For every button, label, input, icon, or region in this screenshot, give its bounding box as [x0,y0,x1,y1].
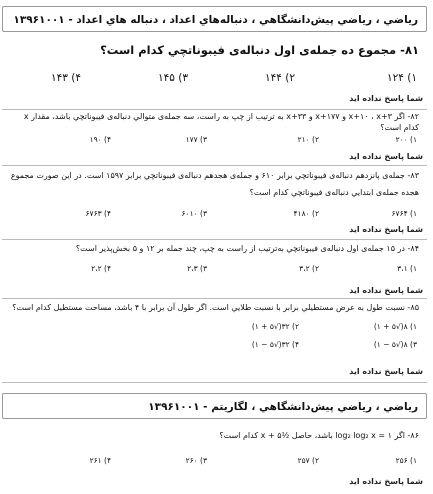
option-4: ۴) ۲۶۱ [89,456,111,465]
option-1: ۱) ۱۲۴ [387,72,417,84]
option-4: ۴) ۱۴۳ [51,72,81,84]
question-84: ۸۴- در ۱۵ جمله‌ی اول دنباله‌ی فيبوناتچي به‌ترتيب از راست به چپ، چند جمله بر ۱۲ و ۵ بخش‌پذير است؟ [75,244,419,253]
not-answered-label: شما پاسخ نداده ايد [349,94,423,103]
option-4: ۴) ۳۲(√۵ − ۱) [251,340,299,349]
option-3: ۳) ۱۴۵ [158,72,188,84]
option-3: ۳) ۱۷۷ [185,135,207,144]
question-83: ۸۳- جمله‌ی پانزدهم دنباله‌ی فيبوناتچي برابر ۶۱۰ و جمله‌ی هجدهم دنباله‌ی فيبوناتچي برابر ۱۵۹۷ است. در اين صورت مجموع [10,171,419,180]
question-86: ۸۶- اگر log₂ log₂ x = ۱ باشد، حاصل ½x + ۵ کدام است؟ [219,431,419,440]
not-answered-label: شما پاسخ نداده ايد [349,477,423,486]
option-1: ۱) ۲۰۰ [395,135,417,144]
option-4: ۴) ۲،۲ [91,264,111,273]
option-1: ۱) ۳،۱ [397,264,417,273]
not-answered-label: شما پاسخ نداده ايد [349,152,423,161]
option-3: ۳) ۲،۳ [187,264,207,273]
option-2: ۲) ۲۵۷ [297,456,319,465]
option-3: ۳) ۲۶۰ [185,456,207,465]
option-3: ۳) ۶۰۱۰ [181,209,207,218]
option-1: ۱) ۲۵۶ [395,456,417,465]
option-4: ۴) ۱۹۰ [89,135,111,144]
question-83-continuation: هجده جمله‌ی ابتدايي دنباله‌ی فيبوناتچي کدام است؟ [249,188,419,197]
option-2: ۲) ۳۲(√۵ + ۱) [251,322,299,331]
not-answered-label: شما پاسخ نداده ايد [349,225,423,234]
option-1: ۱) ۶۷۶۴ [391,209,417,218]
not-answered-label: شما پاسخ نداده ايد [349,367,423,376]
option-2: ۲) ۱۴۴ [265,72,295,84]
question-82: ۸۲- اگر x+۱۰ ، x+۳ و x+۱۷۷ و x+۳۳ به ترتيب از چپ به راست، سه جمله‌ی متوالي دنباله‌ی فيبوناتچي باشد، مقدار x کدام است؟ [23,112,419,132]
question-81: ۸۱- مجموع ده جمله‌ی اول دنباله‌ی فيبوناتچي کدام است؟ [100,43,419,57]
section-header: رياضي ، رياضي پيش‌دانشگاهي ، لگاريتم - ۱۳۹۶۱۰۰۱ [2,393,427,419]
option-2: ۲) ۳،۲ [299,264,319,273]
divider [2,165,427,166]
divider [2,382,427,383]
option-1: ۱) ۸(√۵ + ۱) [373,322,417,331]
option-4: ۴) ۶۷۶۳ [85,209,111,218]
divider [2,298,427,299]
option-3: ۳) ۸(√۵ − ۱) [373,340,417,349]
option-2: ۲) ۴۱۸۰ [293,209,319,218]
divider [2,109,427,110]
not-answered-label: شما پاسخ نداده ايد [349,286,423,295]
option-2: ۲) ۲۱۰ [297,135,319,144]
divider [2,239,427,240]
section-header: رياضي ، رياضي پيش‌دانشگاهي ، دنباله‌هاي اعداد ، دنباله هاي اعداد - ۱۳۹۶۱۰۰۱ [2,6,427,32]
question-85: ۸۵- نسبت طول به عرض مستطيلي برابر با نسبت طلايي است. اگر طول آن برابر با ۴ باشد، مساحت مستطيل کدام است؟ [12,303,419,312]
